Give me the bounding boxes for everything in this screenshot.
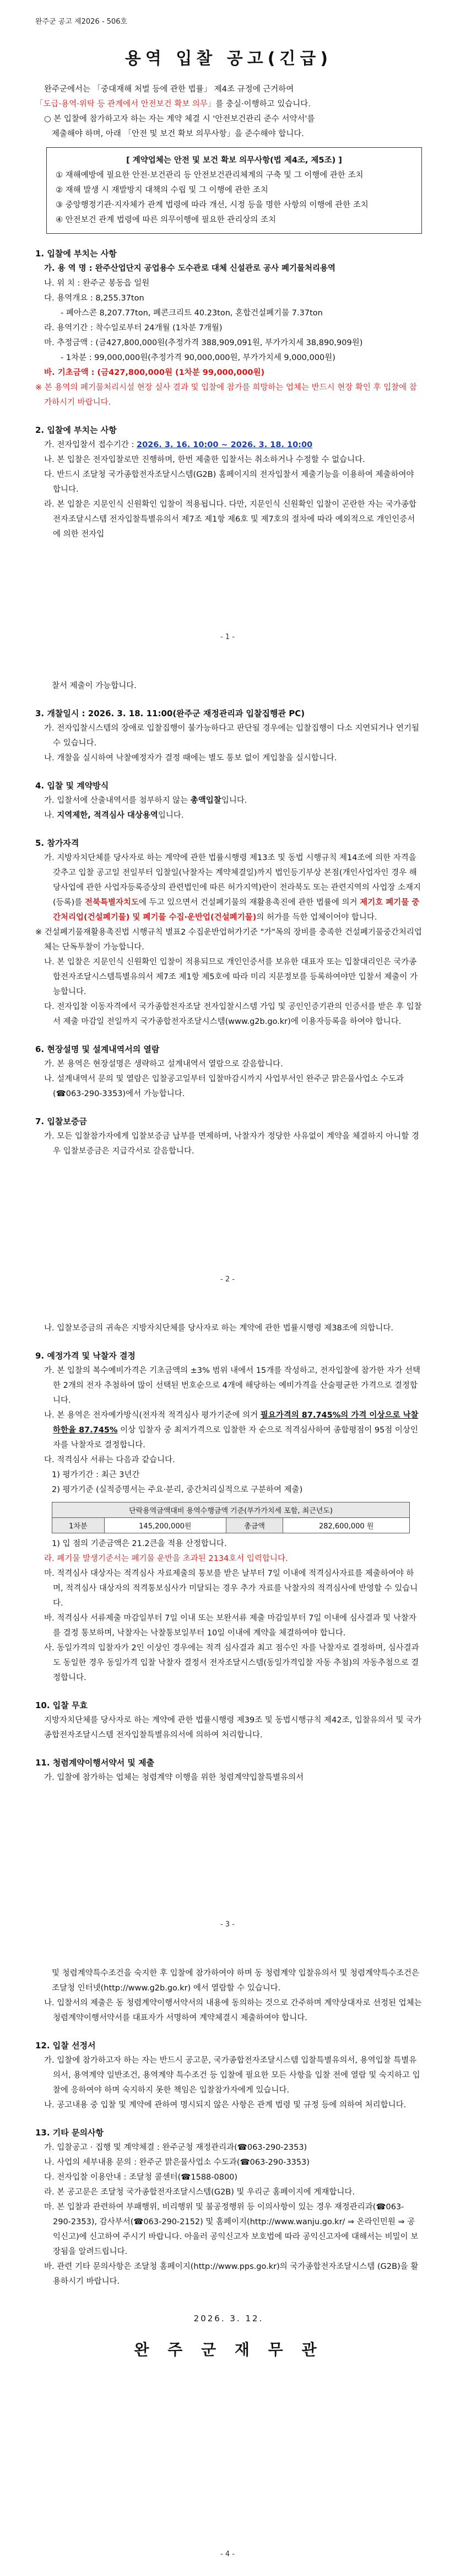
document-page-2 [0,659,455,1301]
announcement-date: 2026. 3. 12. [193,2314,264,2323]
contact-item: 바. 관련 기타 문의사항은 조달청 홈페이지(http://www.pps.go.kr)의 국가종합전자조달시스템 (G2B)을 활용하시기 바랍니다. [44,2262,419,2286]
contact-item: 라. 본 공고문은 조달청 국가종합전자조달시스템(G2B) 및 우리군 홈페이지에 게재합니다. [44,2188,355,2197]
contact-item: 마. 본 입찰과 관련하여 부패행위, 비리행위 및 불공정행위 등 이의사항이 있는 경우 재정관리과(☎063-290-2353), 감사부서(☎063-290-2152) 및 홈페이지(http://www.wanju.go.kr/ ⇒ 온라인민원 ⇒ 공익신고)에 신고하여 주시기 바랍니다. 아울러 공익신고자 보호법에 따라 공익신고자에 대해서는 비밀이 보장됨을 알려드립니다. [44,2203,419,2256]
bid-period: 가. 전자입찰서 접수기간 : 2026. 3. 16. 10:00 ~ 2026. 3. 18. 10:00 [44,441,313,449]
section-heading: 6. 현장설명 및 설계내역서의 열람 [35,1044,160,1054]
section-heading: 13. 기타 문의사항 [35,2128,104,2138]
price-subitem: 1) 평가기간 : 최근 3년간 [52,1471,140,1479]
price-text: 마. 적격심사 대상자는 적격심사 자료제출의 통보를 받은 날부터 7일 이내에 적격심사자료를 제출하여야 하며, 적격심사 대상자의 적격통보심사가 미달되는 경우 추가 자료를 낙찰자의 적격심사에 반영할 수 있습니다. [44,1569,418,1608]
box-item: ② 재해 발생 시 재발방지 대책의 수립 및 그 이행에 관한 조치 [56,186,268,195]
service-location: 나. 위 치 : 완주군 봉동읍 일원 [44,279,150,288]
table-header: 총금액 [226,1518,283,1533]
site-visit-note: ※ 본 용역의 폐기물처리시설 현장 실사 결과 및 입찰에 참가를 희망하는 업체는 반드시 현장 확인 후 입찰에 참가하시기 바랍니다. [35,383,417,407]
box-title: [ 계약업체는 안전 및 보건 확보 의무사항(법 제4조, 제5조) ] [126,156,342,165]
eligibility-note: ※ 건설폐기물재활용촉진법 시행규칙 별표2 수집운반업허가기준 "가"목의 장비를 충족한 건설폐기물중간처리업체는 단독투찰이 가능합니다. [35,928,422,952]
eligibility-text: 가. 지방자치단체를 당사자로 하는 계약에 관한 법률시행령 제13조 및 동법 시행규칙 제14조에 의한 자격을 갖추고 입찰 공고일 전일부터 입찰일(낙찰자는 계약체결일)까지 법인등기부상 본점(개인사업자인 경우 해당사업에 관한 사업자등록증상의 관련법인에 따른 허가지역)란이 전라북도 또는 관련지역의 사업장 소재지(등록)를 전북특별자치도에 두고 있으면서 건설폐기물의 재활용촉진에 관한 법률에 의거 제기호 폐기물 중간처리업(건설폐기물) 및 폐기물 수집·운반업(건설폐기물)의 허가를 득한 업체이어야 합니다. [44,854,421,922]
integrity-text: 및 청렴계약특수조건을 숙지한 후 입찰에 참가하여야 하며 동 청렴계약 입찰유의서 및 청렴계약특수조건은 조달청 인터넷(http://www.g2b.go.kr) 에서 열람할 수 있습니다. [52,1969,420,1993]
section-heading: 10. 입찰 무효 [35,1700,88,1710]
announcement-number: 완주군 공고 제2026 - 506호 [35,18,128,26]
eligibility-text: 나. 본 입찰은 지문인식 신원확인 입찰이 적용되므로 개인인증서를 보유한 대표자 또는 입찰대리인은 국가종합전자조달시스템특별유의서 제7조 제1항 제5호에 따라 미리 지문정보를 등록하여야만 입찰서 제출이 가능합니다. [44,958,418,996]
document-page-1 [0,0,455,659]
section-heading: 1. 입찰에 부치는 사항 [35,249,117,259]
table-caption: 단락용역금액대비 용역수행금액 기준(부가가치세 포함, 최근년도) [52,1502,410,1518]
section-heading: 3. 개찰일시 : 2026. 3. 18. 11:00(완주군 재정관리과 입찰집행관 PC) [35,709,305,718]
invalid-bid-text: 지방자치단체를 당사자로 하는 계약에 관한 법률시행령 제39조 및 동법시행규칙 제42조, 입찰유의서 및 국가종합전자조달시스템 전자입찰특별유의서에 의하여 처리합니다. [44,1716,422,1740]
service-overview-detail: - 폐아스콘 8,207.77ton, 폐콘크리트 40.23ton, 혼합건설폐기물 7.37ton [61,309,323,318]
service-name: 가. 용 역 명 : 완주산업단지 공업용수 도수관로 대체 신설관로 공사 폐기물처리용역 [44,264,336,273]
section-heading: 2. 입찰에 부치는 사항 [35,425,117,435]
price-text: 라. 폐기물 발생기준서는 폐기물 운반을 초과된 2134호서 입력합니다. [44,1554,288,1563]
section-heading: 9. 예정가격 및 낙찰자 결정 [35,1351,136,1361]
box-item: ① 재해예방에 필요한 안전·보건관리 등 안전보건관리체계의 구축 및 그 이행에 관한 조치 [56,171,364,180]
eligibility-text: 다. 전자입찰 이동자격에서 국가종합전자조달 전자입찰시스템 가입 및 공인인증기관의 인증서를 받은 후 입찰서 제출 마감일 전일까지 국가종합전자조달시스템(www.g2b.go.kr)에 이용자등록을 하여야 합니다. [44,1002,422,1026]
document-page-4 [0,1946,455,2576]
price-text: 나. 본 용역은 전자예가방식(전자적 적격심사 평가기준에 의거 필요가격의 87.745%의 가격 이상으로 낙찰하한율 87.745% 이상 입찰자 중 최저가격으로 입찰한 자 순으로 적격심사하여 종합평점이 95점 이상인 자를 낙찰자로 결정합니다. [44,1411,419,1450]
price-text: 가. 본 입찰의 복수예비가격은 기초금액의 ±3% 범위 내에서 15개를 작성하고, 전자입찰에 참가한 자가 선택한 2개의 전자 추첨하여 많이 선택된 번호순으로 4개에 해당하는 예비가격을 산술평균한 가격으로 결정합니다. [44,1366,421,1405]
section-heading: 5. 참가자격 [35,838,79,848]
section-heading: 7. 입찰보증금 [35,1117,87,1126]
price-subitem: 2) 평가기준 (실적증명서는 주요·분리, 중간처리실적으로 구분하여 제출) [52,1485,303,1494]
box-item: ④ 안전보건 관계 법령에 따른 의무이행에 필요한 관리상의 조치 [56,216,277,224]
intro-bullet-cont: 제출해야 하며, 아래 「안전 및 보건 확보 의무사항」을 준수해야 합니다. [52,130,304,138]
page-number: - 1 - [220,633,235,641]
price-text: 다. 적격심사 서류는 다음과 같습니다. [44,1456,175,1464]
page-number: - 2 - [220,1275,235,1284]
table-header: 1차분 [52,1518,105,1533]
intro-text-2: 「도급·용역·위탁 등 관계에서 안전보건 확보 의무」를 충실·이행하고 있습니다. [35,100,311,109]
document-page-3 [0,1301,455,1946]
opening-note: 가. 전자입찰시스템의 장애로 입찰집행이 불가능하다고 판단될 경우에는 입찰집행이 다소 지연되거나 연기될 수 있습니다. [44,724,420,748]
bid-bond-text: 가. 모든 입찰참가자에게 입찰보증금 납부를 면제하며, 낙찰자가 정당한 사유없이 계약을 체결하지 아니할 경우 입찰보증금은 지급각서로 갈음합니다. [44,1132,419,1156]
document-title: 용역 입찰 공고(긴급) [124,49,333,68]
page-number: - 4 - [220,2550,235,2558]
section-heading: 12. 입찰 선정서 [35,2041,96,2051]
service-overview: 다. 용역개요 : 8,255.37ton [44,294,144,303]
design-review-text: 가. 본 용역은 현장설명은 생략하고 설계내역서 열람으로 갈음합니다. [44,1060,283,1069]
opening-note: 나. 개찰을 실시하여 낙찰예정자가 결정 때에는 별도 통보 없이 게입찰을 실시합니다. [44,754,337,763]
design-review-text: 나. 설계내역서 문의 및 열람은 입찰공고일부터 입찰마감시까지 사업부서인 완주군 맑은물사업소 수도과(☎063-290-3353)에서 가능합니다. [44,1075,404,1098]
section-heading: 4. 입찰 및 계약방식 [35,781,109,791]
safety-obligation-box [46,147,422,234]
contact-item: 나. 사업의 세부내용 문의 : 완주군 맑은물사업소 수도과(☎063-290-3353) [44,2158,310,2167]
bid-note: 라. 본 입찰은 지문인식 신원확인 입찰이 적용됩니다. 다만, 지문인식 신원확인 입찰이 곤란한 자는 국가종합전자조달시스템 전자입찰특별유의서 제7조 제1항 제6호 및 제7호의 절차에 따라 예외적으로 개인인증서에 의한 전자입 [44,500,417,539]
table-cell: 145,200,000원 [104,1518,226,1533]
integrity-text: 나. 입찰서의 제출은 동 청렴계약이행서약서의 내용에 동의하는 것으로 간주하며 계약상대자로 선정된 업체는 청렴계약이행서약서를 대표자가 서명하여 계약체결시 제출하여야 합니다. [44,1999,422,2022]
issuer-signature: 완 주 군 재 무 관 [134,2341,323,2359]
page-number: - 3 - [220,1920,235,1929]
contract-method: 나. 지역제한, 적격심사 대상용역입니다. [44,811,184,820]
bid-note: 나. 본 입찰은 전자입찰로만 진행하며, 한번 제출한 입찰서는 취소하거나 수정할 수 없습니다. [44,455,365,464]
intro-bullet: ○ 본 입찰에 참가하고자 하는 자는 계약 체결 시 '안전보건관리 준수 서약서'를 [44,115,315,124]
estimated-amount: 마. 추정금액 : (금427,800,000원(추정가격 388,909,091원, 부가가치세 38,890,909원) [44,339,363,347]
intro-text: 완주군에서는 「중대재해 처벌 등에 관한 법률」 제4조 규정에 근거하여 [44,85,294,94]
table-cell: 282,600,000 원 [283,1518,410,1533]
service-period: 라. 용역기간 : 착수일로부터 24개월 (1차분 7개월) [44,324,223,332]
base-amount: 바. 기초금액 : (금427,800,000원 (1차분 99,000,000원) [44,368,265,377]
price-text: 바. 적격심사 서류제출 마감일부터 7일 이내 또는 보완서류 제출 마감일부터 7일 이내에 심사결과 및 낙찰자를 결정 통보하며, 낙찰자는 낙찰통보일부터 10일 이내에 계약을 체결하여야 합니다. [44,1614,416,1638]
bid-notice-text: 가. 입찰에 참가하고자 하는 자는 반드시 공고문, 국가종합전자조달시스템 입찰특별유의서, 용역입찰 특별유의서, 용역계약 일반조건, 용역계약 특수조건 등 입찰에 필요한 모든 사항을 입찰 전에 열람 및 숙지하고 입찰에 응하여야 하며 숙지하지 못한 책임은 입찰참가자에게 있습니다. [44,2056,420,2095]
box-item: ③ 중앙행정기관·지자체가 관계 법령에 따라 개선, 시정 등을 명한 사항의 이행에 관한 조치 [56,201,369,210]
first-phase-amount: - 1차분 : 99,000,000원(추정가격 90,000,000원, 부가가치세 9,000,000원) [61,353,335,362]
contact-item: 다. 전자입찰 이용안내 : 조달청 콜센터(☎1588-0800) [44,2173,238,2182]
continued-text: 찰서 제출이 가능합니다. [52,681,137,690]
bid-note: 다. 반드시 조달청 국가종합전자조달시스템(G2B) 홈페이지의 전자입찰서 제출기능을 이용하여 제출하여야 합니다. [44,470,414,494]
contract-method: 가. 입찰서에 산출내역서를 첨부하지 않는 총액입찰입니다. [44,796,247,805]
integrity-text: 가. 입찰에 참가하는 업체는 청렴계약 이행을 위한 청렴계약입찰특별유의서 [44,1773,304,1782]
bid-notice-text: 나. 공고내용 중 입찰 및 계약에 관하여 명시되지 않은 사항은 관계 법령 및 규정 등에 의하여 처리합니다. [44,2101,407,2110]
contact-item: 가. 입찰공고 · 집행 및 계약체결 : 완주군청 재정관리과(☎063-290-2353) [44,2143,307,2152]
criteria-table [52,1502,410,1533]
bid-bond-text: 나. 입찰보증금의 귀속은 지방자치단체를 당사자로 하는 계약에 관한 법률시행령 제38조에 의합니다. [44,1324,394,1333]
price-subitem: 1) 입 점의 기준금액은 21.2큰을 적용 산정합니다. [52,1539,227,1548]
price-text: 사. 동일가격의 입찰자가 2인 이상인 경우에는 적격 심사결과 최고 점수인 자를 낙찰자로 결정하며, 심사결과도 동일한 경우 동일가격 입찰 낙찰자 결정서 전자조달시스템(동일가격입찰 자동 추첨)의 자동추첨으로 결정합니다. [44,1644,419,1682]
section-heading: 11. 청렴계약이행서약서 및 제출 [35,1758,155,1768]
